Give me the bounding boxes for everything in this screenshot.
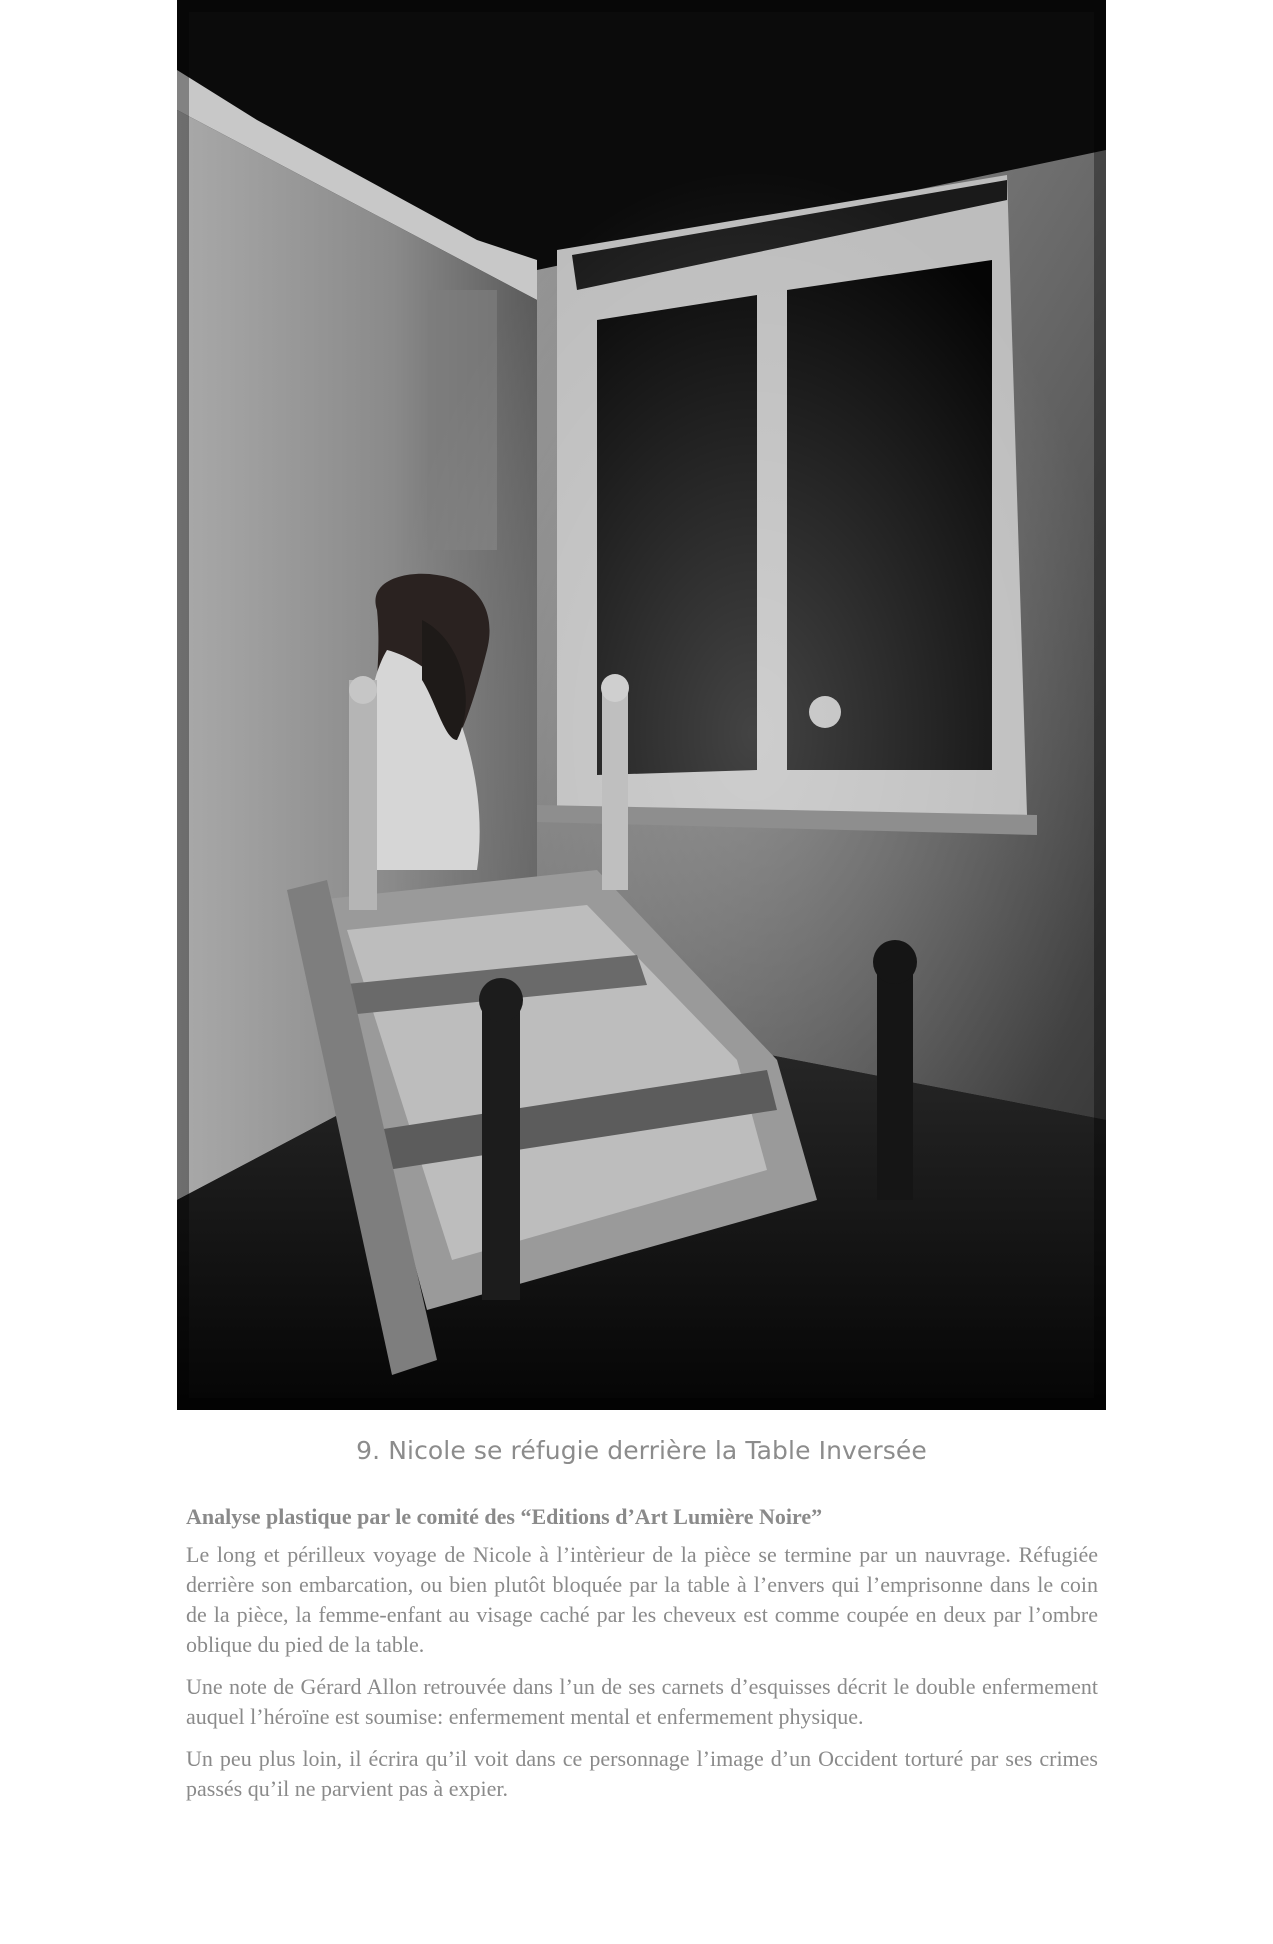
table-leg bbox=[349, 680, 377, 910]
table-leg-far bbox=[877, 970, 913, 1200]
table-leg bbox=[602, 690, 628, 890]
photo-caption: 9. Nicole se réfugie derrière la Table Inversée bbox=[356, 1436, 927, 1465]
analysis-paragraph-1: Le long et périlleux voyage de Nicole à l’intèrieur de la pièce se termine par un nauvrage. Réfugiée derrière son embarcation, ou bien plutôt bloquée par la table à l’envers qui l’emprisonne dans le coin de la pièce, la femme-enfant au visage caché par les cheveux est comme coupée en deux par l’ombre oblique du pied de la table. bbox=[186, 1542, 1098, 1657]
analysis-paragraph-3: Un peu plus loin, il écrira qu’il voit dans ce personnage l’image d’un Occident torturé par ses crimes passés qu’il ne parvient pas à expier. bbox=[186, 1746, 1098, 1801]
photograph bbox=[177, 0, 1106, 1410]
table-leg-shadow bbox=[482, 1000, 520, 1300]
analysis-section bbox=[186, 1504, 1098, 1816]
analysis-heading: Analyse plastique par le comité des “Editions d’Art Lumière Noire” bbox=[186, 1504, 823, 1529]
analysis-paragraph-2: Une note de Gérard Allon retrouvée dans l’un de ses carnets d’esquisses décrit le double enfermement auquel l’héroïne est soumise: enfermement mental et enfermement physique. bbox=[186, 1674, 1098, 1729]
photo-illustration bbox=[177, 0, 1106, 1410]
